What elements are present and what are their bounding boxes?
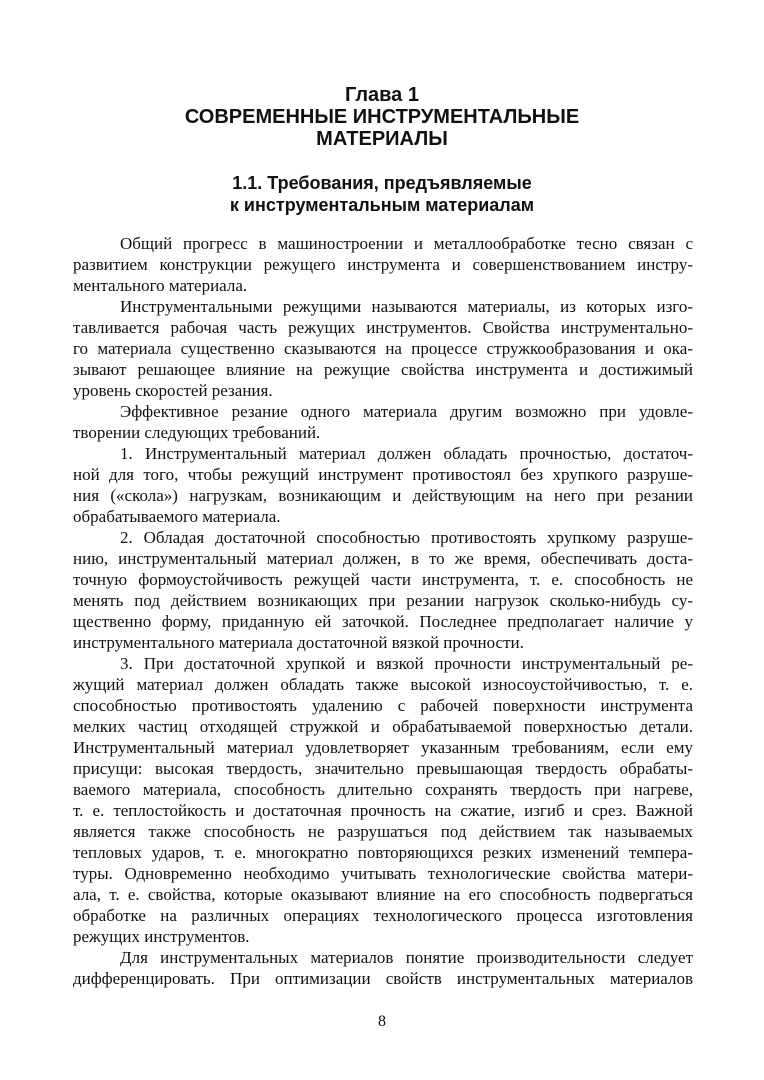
text-line: менять под действием возникающих при резании нагрузок сколько-нибудь су- — [73, 591, 693, 610]
chapter-heading — [0, 84, 764, 150]
paragraph — [73, 401, 693, 443]
text-line: тепловых ударов, т. е. многократно повторяющихся резких изменений темпера- — [73, 843, 693, 862]
page-number: 8 — [378, 1013, 386, 1030]
chapter-label: Глава 1 — [344, 84, 419, 106]
text-line: творении следующих требований. — [73, 423, 321, 442]
text-line: обрабатываемого материала. — [73, 507, 281, 526]
section-heading — [0, 172, 764, 216]
text-line: присущи: высокая твердость, значительно превышающая твердость обрабаты- — [73, 759, 693, 778]
text-line: Инструментальными режущими называются материалы, из которых изго- — [120, 297, 693, 316]
text-line: развитием конструкции режущего инструмента и совершенствованием инстру- — [73, 255, 693, 274]
paragraph — [73, 653, 693, 947]
text-line: ментального материала. — [73, 276, 248, 295]
paragraph — [73, 296, 693, 401]
text-line: уровень скоростей резания. — [73, 381, 273, 400]
text-line: способностью противостоять удалению с рабочей поверхности инструмента — [73, 696, 693, 715]
text-line: инструментального материала достаточной вязкой прочности. — [73, 633, 524, 652]
paragraph — [73, 233, 693, 296]
text-line: щественно форму, приданную ей заточкой. Последнее предполагает наличие у — [73, 612, 693, 631]
body-text — [73, 233, 693, 989]
chapter-title-line-1: СОВРЕМЕННЫЕ ИНСТРУМЕНТАЛЬНЫЕ — [184, 106, 580, 128]
text-line: Для инструментальных материалов понятие производительности следует — [120, 948, 693, 967]
text-line: тавливается рабочая часть режущих инструментов. Свойства инструментально- — [73, 318, 693, 337]
text-line: режущих инструментов. — [73, 927, 250, 946]
text-line: дифференцировать. При оптимизации свойств инструментальных материалов — [73, 969, 693, 988]
text-line: зывают решающее влияние на режущие свойства инструмента и достижимый — [73, 360, 693, 379]
text-line: точную формоустойчивость режущей части инструмента, т. е. способность не — [73, 570, 693, 589]
text-line: т. е. теплостойкость и достаточная прочность на сжатие, изгиб и срез. Важной — [73, 801, 693, 820]
text-line: Общий прогресс в машиностроении и металлообработке тесно связан с — [120, 234, 693, 253]
text-line: ваемого материала, способность длительно сохранять твердость при нагреве, — [73, 780, 693, 799]
text-line: Эффективное резание одного материала другим возможно при удовле- — [120, 402, 693, 421]
text-line: 1. Инструментальный материал должен обладать прочностью, достаточ- — [120, 444, 693, 463]
text-line: го материала существенно сказываются на процессе стружкообразования и ока- — [73, 339, 693, 358]
text-line: ния («скола») нагрузкам, возникающим и действующим на него при резании — [73, 486, 693, 505]
text-line: жущий материал должен обладать также высокой износоустойчивостью, т. е. — [73, 675, 693, 694]
text-line: туры. Одновременно необходимо учитывать технологические свойства матери- — [73, 864, 693, 883]
text-line: ала, т. е. свойства, которые оказывают влияние на его способность подвергаться — [73, 885, 693, 904]
section-title-line-1: 1.1. Требования, предъявляемые — [232, 173, 532, 193]
paragraph — [73, 947, 693, 989]
text-line: 2. Обладая достаточной способностью противостоять хрупкому разруше- — [120, 528, 693, 547]
chapter-title-line-2: МАТЕРИАЛЫ — [316, 128, 448, 150]
text-line: Инструментальный материал удовлетворяет указанным требованиям, если ему — [73, 738, 693, 757]
text-line: 3. При достаточной хрупкой и вязкой прочности инструментальный ре- — [120, 654, 693, 673]
section-title-line-2: к инструментальным материалам — [229, 195, 535, 215]
paragraph — [73, 527, 693, 653]
text-line: обработке на различных операциях технологического процесса изготовления — [73, 906, 693, 925]
text-line: мелких частиц отходящей стружкой и обрабатываемой поверхностью детали. — [73, 717, 693, 736]
text-line: ной для того, чтобы режущий инструмент противостоял без хрупкого разруше- — [73, 465, 693, 484]
paragraph — [73, 443, 693, 527]
text-line: нию, инструментальный материал должен, в то же время, обеспечивать доста- — [73, 549, 693, 568]
text-line: является также способность не разрушаться под действием так называемых — [73, 822, 693, 841]
